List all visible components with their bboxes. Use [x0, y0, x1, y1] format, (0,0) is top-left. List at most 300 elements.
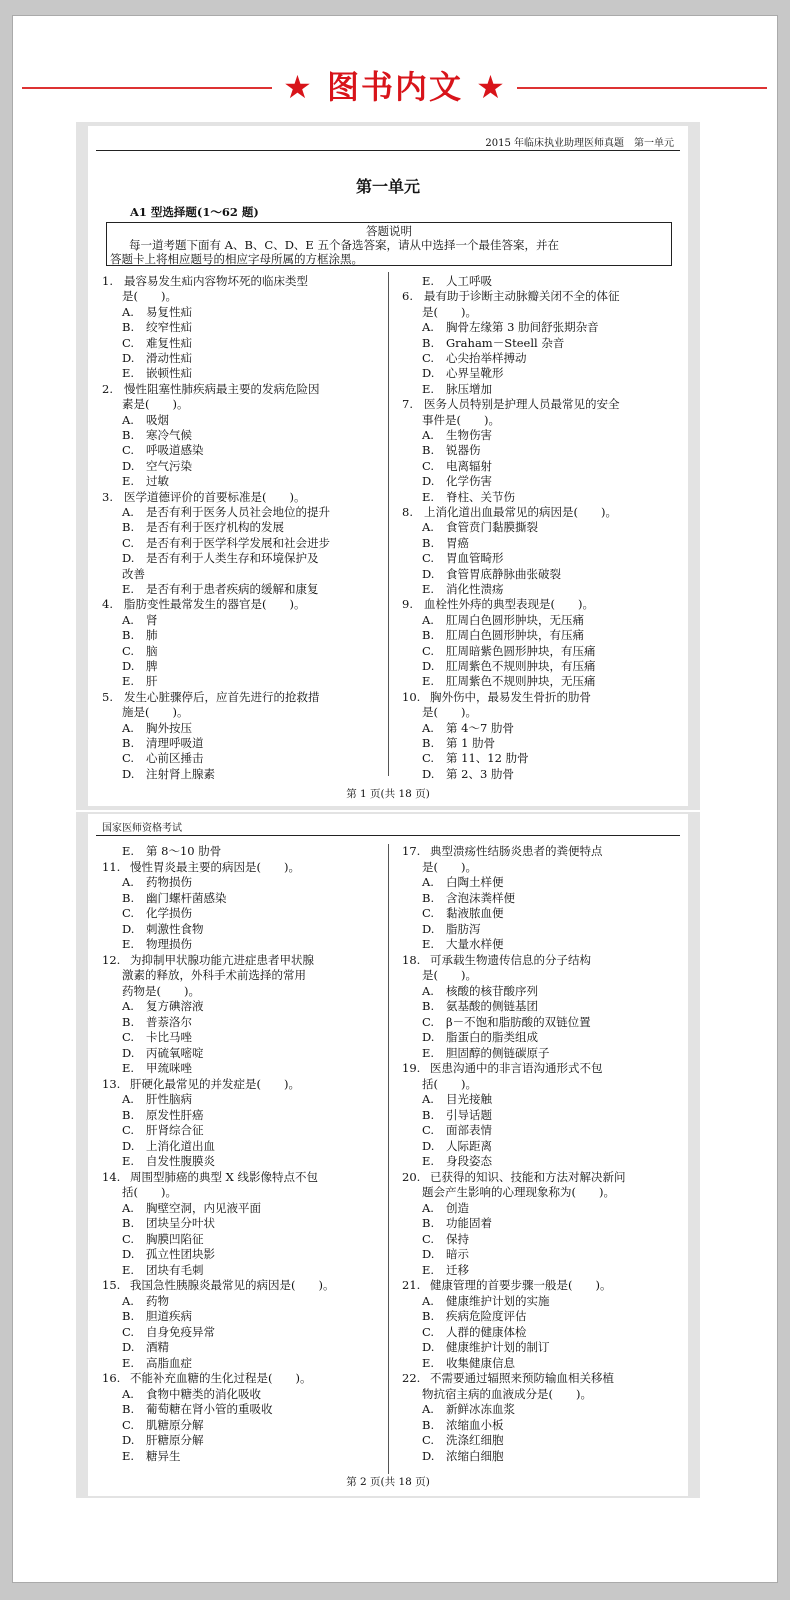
option-text: 浓缩白细胞 [446, 1448, 504, 1463]
option-letter: D. [422, 1448, 435, 1463]
option-text: 肛周白色圆形肿块，无压痛 [446, 612, 584, 627]
answer-option [422, 1201, 469, 1216]
option-letter: E. [422, 274, 435, 288]
option-text: 食管贲门黏膜撕裂 [446, 520, 538, 535]
question-stem [102, 953, 314, 968]
option-text: 生物伤害 [446, 428, 492, 442]
answer-option [422, 1123, 492, 1138]
answer-option [422, 1356, 515, 1371]
question-stem [102, 274, 308, 289]
option-text: 功能固着 [446, 1216, 492, 1230]
question-number: 17. [402, 844, 421, 858]
option-letter: B. [422, 1417, 435, 1432]
answer-option [122, 536, 330, 551]
answer-option [422, 984, 538, 999]
answer-option [422, 567, 561, 582]
question-stem [402, 844, 603, 859]
option-text: 浓缩血小板 [446, 1417, 504, 1432]
option-letter: A. [122, 1386, 134, 1401]
question-text: 施是( )。 [122, 705, 189, 720]
option-text: 滑动性疝 [146, 351, 192, 365]
option-letter: E. [122, 1262, 135, 1277]
option-letter: E. [422, 674, 435, 689]
option-letter: B. [422, 535, 435, 550]
option-letter: C. [422, 643, 435, 658]
option-text: 上消化道出血 [146, 1138, 215, 1153]
option-letter: D. [122, 551, 135, 566]
unit-title: 第一单元 [355, 177, 420, 196]
option-letter: C. [122, 443, 135, 458]
option-letter: D. [122, 1247, 135, 1261]
option-letter: E. [122, 937, 135, 951]
answer-option [122, 1154, 215, 1169]
question-stem [102, 1278, 334, 1293]
answer-option [122, 1294, 169, 1309]
answer-option [422, 1309, 527, 1324]
option-letter: D. [422, 566, 435, 581]
header-rule [96, 835, 680, 836]
option-letter: A. [122, 1092, 134, 1106]
option-letter: E. [122, 1355, 135, 1370]
answer-option [422, 922, 481, 937]
option-letter: E. [122, 1154, 135, 1168]
option-text: 是否有利于医学科学发展和社会进步 [146, 535, 330, 550]
option-letter: A. [422, 520, 434, 535]
answer-option [422, 336, 564, 351]
question-text: 是( )。 [122, 289, 177, 304]
answer-option [422, 428, 492, 443]
question-stem-continued [422, 1185, 615, 1200]
column-divider [388, 844, 389, 1474]
option-text: 肌糖原分解 [146, 1417, 204, 1432]
question-stem [102, 490, 305, 505]
option-letter: A. [122, 1293, 134, 1308]
question-text: 发生心脏骤停后，应首先进行的抢救措 [124, 689, 320, 704]
answer-option [422, 582, 504, 597]
option-text: 人际距离 [446, 1138, 492, 1153]
answer-option [122, 999, 204, 1014]
option-letter: C. [122, 335, 135, 350]
option-letter: B. [122, 628, 135, 643]
option-letter: D. [122, 921, 135, 936]
answer-option [122, 613, 158, 628]
option-letter: C. [422, 1231, 435, 1246]
notice-title: 答题说明 [366, 224, 412, 238]
answer-option [422, 366, 504, 381]
option-text: 丙硫氧嘧啶 [146, 1045, 204, 1060]
question-number: 2. [102, 381, 113, 396]
option-text: 脑 [146, 643, 158, 658]
answer-option [422, 659, 596, 674]
section-title: A1 型选择题(1～62 题) [130, 205, 259, 219]
option-text: 心前区捶击 [146, 751, 204, 766]
option-letter: E. [422, 937, 435, 951]
option-text: 脾 [146, 659, 158, 673]
header-rule [96, 150, 680, 151]
question-stem [402, 1371, 614, 1386]
answer-option [422, 382, 492, 397]
answer-option [122, 736, 204, 751]
option-letter: B. [122, 520, 135, 535]
option-text: 健康维护计划的实施 [446, 1293, 550, 1308]
option-text: 疾病危险度评估 [446, 1309, 527, 1323]
option-text: 胸膜凹陷征 [146, 1231, 204, 1246]
answer-option [422, 875, 504, 890]
option-letter: C. [122, 1417, 135, 1432]
option-text: 氨基酸的侧链基团 [446, 999, 538, 1013]
question-stem [102, 1371, 311, 1386]
option-text: 过敏 [146, 474, 169, 489]
option-text: 是否有利于医务人员社会地位的提升 [146, 505, 330, 519]
option-letter: B. [122, 1107, 135, 1122]
question-number: 8. [402, 505, 413, 519]
answer-option [122, 906, 192, 921]
option-text: 孤立性团块影 [146, 1247, 215, 1261]
question-stem [102, 1170, 318, 1185]
option-text: 甲巯咪唑 [146, 1061, 192, 1075]
option-text: β－不饱和脂肪酸的双链位置 [446, 1014, 591, 1029]
answer-option [422, 891, 515, 906]
question-text: 肝硬化最常见的并发症是( )。 [130, 1076, 300, 1091]
question-text: 最容易发生疝内容物坏死的临床类型 [124, 274, 308, 288]
option-text: 是否有利于人类生存和环境保护及 [146, 551, 319, 566]
notice-line-1: 每一道考题下面有 A、B、C、D、E 五个备选答案，请从中选择一个最佳答案，并在 [129, 238, 559, 252]
answer-notice-box [106, 222, 672, 266]
page-footer: 第 2 页(共 18 页) [346, 1476, 430, 1488]
option-text: 团块呈分叶状 [146, 1216, 215, 1230]
answer-option [422, 999, 538, 1014]
question-stem-continued [122, 968, 306, 983]
option-text: 脊柱、关节伤 [446, 489, 515, 504]
question-number: 5. [102, 689, 113, 704]
option-letter: A. [422, 1200, 434, 1215]
question-stem [402, 505, 617, 520]
answer-option [122, 1356, 192, 1371]
option-letter: E. [422, 582, 435, 596]
option-letter: A. [422, 428, 434, 442]
answer-option [122, 1402, 273, 1417]
option-text: 嵌顿性疝 [146, 366, 192, 381]
option-text: 肺 [146, 628, 158, 643]
option-text: 空气污染 [146, 458, 192, 473]
option-text: 第 11、12 肋骨 [446, 751, 529, 766]
question-text: 慢性阻塞性肺疾病最主要的发病危险因 [124, 381, 320, 396]
answer-option [422, 613, 584, 628]
option-letter: C. [122, 751, 135, 766]
option-letter: D. [122, 766, 135, 781]
option-text: 食管胃底静脉曲张破裂 [446, 566, 561, 581]
option-text: 卡比马唑 [146, 1030, 192, 1044]
question-text: 医学道德评价的首要标准是( )。 [124, 489, 306, 504]
answer-option [122, 721, 192, 736]
option-letter: A. [422, 1092, 434, 1106]
option-letter: A. [422, 720, 434, 735]
question-text: 激素的释放，外科手术前选择的常用 [122, 968, 306, 982]
option-text: 目光接触 [446, 1092, 492, 1106]
question-number: 10. [402, 689, 421, 704]
option-letter: E. [122, 366, 135, 381]
option-text: 刺激性食物 [146, 921, 204, 936]
option-text: 寒冷气候 [146, 428, 192, 442]
question-text: 胸外伤中，最易发生骨折的肋骨 [430, 689, 591, 704]
answer-option [122, 428, 192, 443]
answer-option [422, 320, 599, 335]
option-text: 肾 [146, 612, 158, 627]
question-number: 4. [102, 597, 113, 612]
answer-option [422, 1294, 550, 1309]
option-text: 化学损伤 [146, 906, 192, 920]
question-stem [402, 289, 620, 304]
option-text: 肛周暗紫色圆形肿块，有压痛 [446, 643, 596, 658]
answer-option [422, 1046, 550, 1061]
answer-option [122, 644, 158, 659]
option-letter: E. [422, 1262, 435, 1277]
option-text: 肝 [146, 674, 158, 689]
option-letter: D. [422, 1138, 435, 1153]
option-letter: A. [122, 1200, 134, 1215]
answer-option [122, 751, 204, 766]
answer-option [122, 922, 204, 937]
question-text: 为抑制甲状腺功能亢进症患者甲状腺 [130, 952, 314, 967]
question-text: 上消化道出血最常见的病因是( )。 [424, 505, 617, 519]
question-text: 可承载生物遗传信息的分子结构 [430, 952, 591, 967]
option-text: 吸烟 [146, 412, 169, 427]
question-stem [102, 382, 320, 397]
answer-option [122, 1263, 204, 1278]
answer-option [122, 582, 319, 597]
answer-option [422, 628, 584, 643]
option-letter: E. [122, 1061, 135, 1075]
option-letter: D. [422, 766, 435, 781]
answer-option [422, 490, 515, 505]
option-letter: E. [122, 1448, 135, 1463]
answer-option [422, 551, 504, 566]
answer-option [422, 767, 514, 782]
option-letter: D. [422, 474, 435, 489]
option-text: 人群的健康体检 [446, 1324, 527, 1339]
option-letter: C. [422, 1433, 435, 1447]
answer-option [422, 1325, 527, 1340]
question-text: 改善 [122, 566, 145, 581]
question-stem-continued [122, 984, 200, 999]
option-letter: B. [422, 999, 435, 1013]
option-letter: B. [422, 1309, 435, 1323]
option-text: 身段姿态 [446, 1154, 492, 1168]
option-text: 胃血管畸形 [446, 551, 504, 566]
option-letter: D. [122, 1138, 135, 1153]
option-text: 第 4～7 肋骨 [446, 720, 514, 735]
question-stem-continued [422, 413, 500, 428]
question-stem-continued [122, 289, 177, 304]
question-text: 已获得的知识、技能和方法对解决新问 [430, 1169, 626, 1184]
question-number: 9. [402, 597, 413, 612]
question-number: 1. [102, 274, 113, 288]
question-stem-continued [422, 305, 477, 320]
option-letter: C. [122, 906, 135, 920]
option-text: 绞窄性疝 [146, 320, 192, 335]
option-text: 物理损伤 [146, 937, 192, 951]
option-text: 糖异生 [146, 1448, 181, 1463]
option-text: 第 8～10 肋骨 [146, 844, 222, 858]
option-letter: E. [422, 489, 435, 504]
option-text: 脂蛋白的脂类组成 [446, 1030, 538, 1044]
banner-title: ★ 图书内文 ★ [283, 68, 507, 106]
option-letter: D. [422, 366, 435, 381]
answer-option [422, 721, 514, 736]
question-text: 括( )。 [122, 1185, 177, 1199]
page-footer: 第 1 页(共 18 页) [346, 788, 430, 800]
option-text: 原发性肝癌 [146, 1107, 204, 1122]
question-number: 11. [102, 859, 121, 874]
question-text: 典型溃疡性结肠炎患者的粪便特点 [430, 844, 603, 858]
option-text: 是否有利于医疗机构的发展 [146, 520, 284, 535]
option-text: 自身免疫异常 [146, 1324, 215, 1339]
notice-line-2: 答题卡上将相应题号的相应字母所属的方框涂黑。 [110, 252, 363, 266]
option-letter: E. [422, 1355, 435, 1370]
answer-option [422, 536, 469, 551]
question-number: 7. [402, 397, 413, 412]
question-number: 20. [402, 1169, 421, 1184]
answer-option [122, 1015, 192, 1030]
option-letter: B. [122, 1402, 135, 1416]
option-letter: C. [122, 1231, 135, 1246]
question-stem [402, 690, 591, 705]
option-text: 是否有利于患者疾病的缓解和康复 [146, 582, 319, 596]
answer-option [422, 736, 495, 751]
question-text: 健康管理的首要步骤一般是( )。 [430, 1278, 612, 1292]
question-text: 慢性胃炎最主要的病因是( )。 [130, 859, 300, 874]
option-text: 白陶土样便 [446, 875, 504, 889]
option-letter: B. [422, 628, 435, 643]
question-stem-continued [422, 705, 477, 720]
option-text: 酒精 [146, 1340, 169, 1354]
option-letter: C. [422, 458, 435, 473]
question-text: 医务人员特别是护理人员最常见的安全 [424, 397, 620, 412]
option-letter: C. [422, 1324, 435, 1339]
option-letter: E. [122, 674, 135, 689]
answer-option [122, 459, 192, 474]
option-letter: B. [122, 1216, 135, 1230]
option-letter: A. [122, 875, 134, 889]
option-text: 复方碘溶液 [146, 999, 204, 1013]
question-text: 素是( )。 [122, 397, 189, 412]
question-stem-continued [422, 1387, 592, 1402]
answer-option [122, 1309, 192, 1324]
question-text: 括( )。 [422, 1076, 477, 1091]
answer-option [422, 351, 527, 366]
question-text: 是( )。 [422, 705, 477, 720]
option-text: 呼吸道感染 [146, 443, 204, 458]
answer-option [122, 505, 330, 520]
option-text: 药物 [146, 1293, 169, 1308]
question-text: 是( )。 [422, 304, 477, 319]
option-text: 保持 [446, 1231, 469, 1246]
option-text: 核酸的核苷酸序列 [446, 983, 538, 998]
answer-option [122, 844, 221, 859]
document-page-2 [88, 814, 688, 1496]
answer-option [122, 474, 169, 489]
option-text: 自发性腹膜炎 [146, 1154, 215, 1168]
answer-option [122, 1433, 204, 1448]
question-text: 物抗宿主病的血液成分是( )。 [422, 1386, 592, 1401]
option-letter: C. [422, 1014, 435, 1029]
option-letter: C. [122, 643, 135, 658]
option-letter: A. [422, 1293, 434, 1308]
question-number: 18. [402, 952, 421, 967]
question-stem-continued [122, 1185, 177, 1200]
option-text: 黏液脓血便 [446, 906, 504, 920]
answer-option [422, 751, 529, 766]
answer-option [122, 1216, 215, 1231]
option-letter: B. [422, 1216, 435, 1230]
question-stem-continued [422, 1077, 477, 1092]
option-letter: A. [122, 999, 134, 1013]
answer-option [422, 1402, 515, 1417]
answer-option [122, 875, 192, 890]
option-text: 难复性疝 [146, 335, 192, 350]
option-letter: B. [422, 1107, 435, 1122]
column-divider [388, 272, 389, 776]
answer-option [422, 906, 504, 921]
option-text: 第 2、3 肋骨 [446, 766, 514, 781]
option-letter: E. [122, 844, 135, 858]
question-stem [402, 953, 591, 968]
option-letter: C. [122, 1030, 135, 1044]
option-letter: B. [122, 428, 135, 442]
option-letter: E. [122, 582, 135, 596]
question-text: 周围型肺癌的典型 X 线影像特点不包 [130, 1169, 318, 1184]
answer-option [122, 1418, 204, 1433]
option-text: 胃癌 [446, 535, 469, 550]
answer-option [122, 443, 204, 458]
option-letter: A. [422, 612, 434, 627]
answer-option [122, 305, 192, 320]
option-text: 洗涤红细胞 [446, 1433, 504, 1447]
document-page-1 [88, 126, 688, 806]
option-text: 易复性疝 [146, 304, 192, 319]
answer-option [122, 1387, 261, 1402]
answer-option [122, 937, 192, 952]
option-letter: E. [422, 381, 435, 396]
option-letter: B. [122, 736, 135, 750]
answer-option [422, 274, 492, 289]
option-text: 暗示 [446, 1247, 469, 1261]
answer-option [422, 1449, 504, 1464]
answer-option [422, 674, 596, 689]
option-letter: C. [422, 906, 435, 920]
option-text: 迁移 [446, 1262, 469, 1277]
option-letter: A. [422, 875, 434, 889]
option-letter: C. [122, 1123, 135, 1137]
question-stem-continued [122, 397, 188, 412]
answer-option [122, 1247, 215, 1262]
option-letter: A. [122, 505, 134, 519]
answer-option [122, 1030, 192, 1045]
banner [12, 15, 778, 110]
question-number: 13. [102, 1076, 121, 1091]
question-stem [402, 1061, 603, 1076]
option-text: 化学伤害 [446, 474, 492, 489]
answer-option [122, 891, 227, 906]
option-text: 消化性溃疡 [446, 582, 504, 596]
option-letter: D. [422, 921, 435, 936]
option-letter: B. [122, 1309, 135, 1323]
option-text: 引导话题 [446, 1107, 492, 1122]
option-text: 普萘洛尔 [146, 1014, 192, 1029]
option-letter: E. [422, 1154, 435, 1168]
question-stem [102, 860, 300, 875]
question-stem [402, 1170, 626, 1185]
